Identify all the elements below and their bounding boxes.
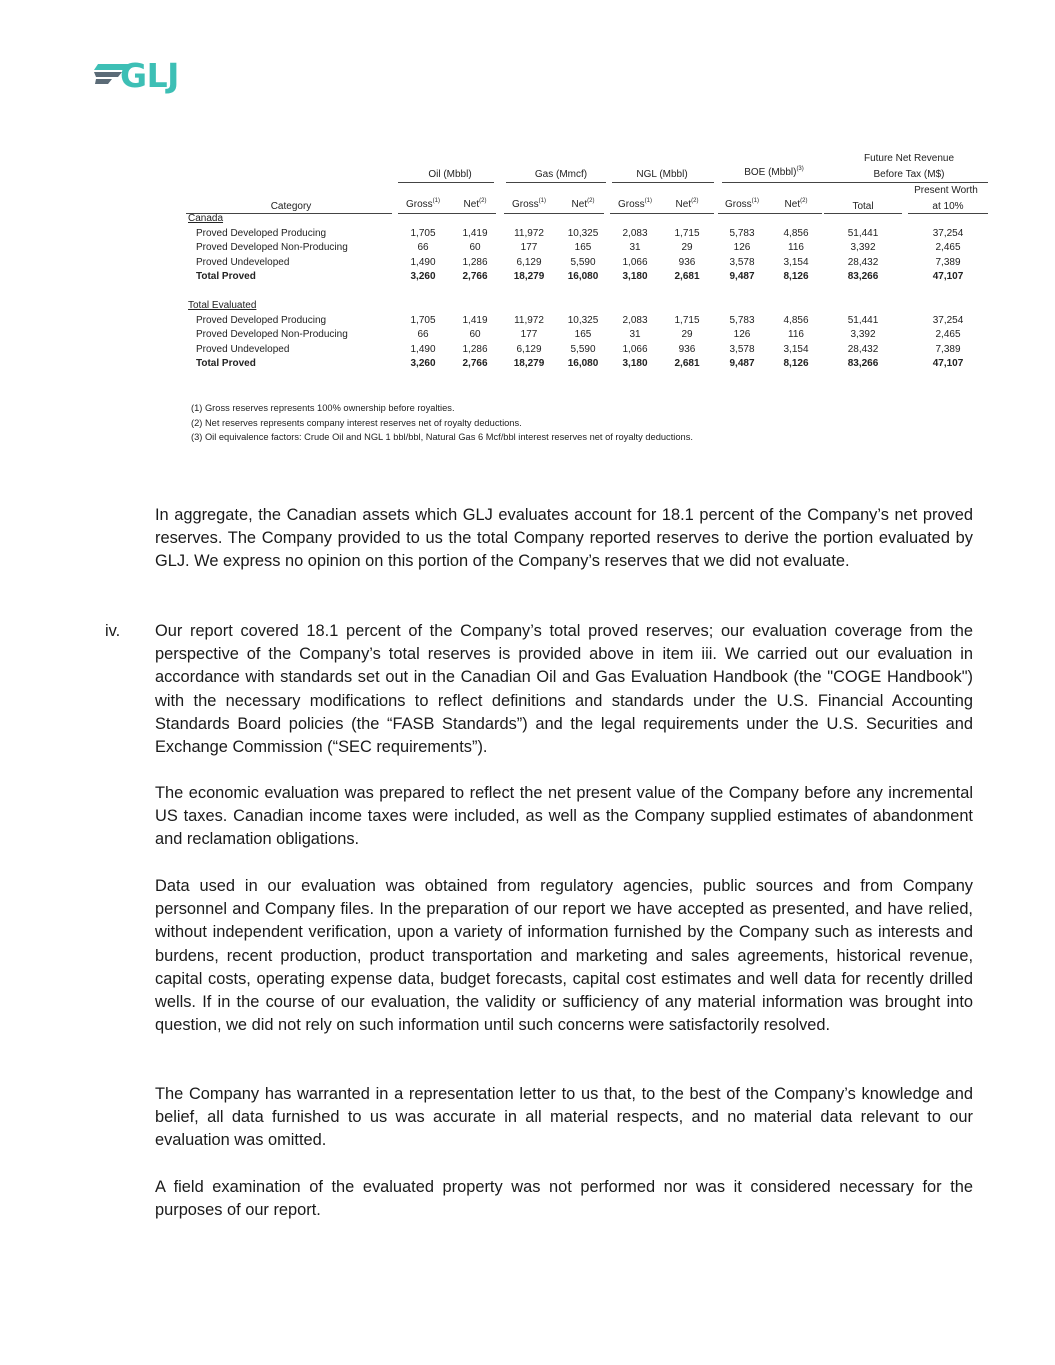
cell-gas-net: 16,080 — [567, 358, 599, 369]
cell-boe-gross: 3,578 — [729, 257, 755, 268]
cell-total: 28,432 — [847, 344, 879, 355]
paragraph-representation-letter: The Company has warranted in a representation letter to us that, to the best of the Company’s knowledge and belief, all data furnished to us was accurate in all material respects, and no material data relevant to our evaluation was omitted. — [155, 1085, 973, 1150]
cell-boe-gross: 126 — [733, 329, 751, 340]
section-title-canada: Canada — [188, 213, 224, 224]
rule-oil-cols — [398, 213, 496, 214]
col-gas-net: Net$^{(2)}$ — [571, 198, 595, 210]
rule-boe-cols — [718, 213, 822, 214]
group-ngl: NGL (Mbbl) — [636, 169, 688, 180]
cell-oil-net: 1,286 — [462, 257, 488, 268]
glj-logo — [92, 56, 182, 106]
cell-total: 83,266 — [847, 271, 879, 282]
group-boe: BOE (Mbbl)$^{(3)}$ — [744, 166, 804, 178]
cell-boe-net: 116 — [788, 329, 804, 340]
cell-ngl-net: 1,715 — [674, 228, 700, 239]
table-row — [186, 257, 988, 271]
col-oil-net: Net$^{(2)}$ — [463, 198, 487, 210]
section-title-total-evaluated: Total Evaluated — [188, 300, 257, 311]
cell-gas-net: 165 — [574, 329, 592, 340]
cell-boe-gross: 9,487 — [729, 271, 755, 282]
cell-gas-net: 10,325 — [567, 228, 599, 239]
cell-gas-net: 5,590 — [570, 344, 596, 355]
cell-gas-gross: 6,129 — [516, 344, 542, 355]
cell-oil-gross: 1,705 — [410, 315, 436, 326]
cell-oil-gross: 1,490 — [410, 344, 436, 355]
rule-ngl — [612, 182, 714, 183]
cell-oil-gross: 1,490 — [410, 257, 436, 268]
row-label: Proved Undeveloped — [196, 344, 290, 355]
cell-oil-net: 2,766 — [462, 271, 488, 282]
cell-total: 51,441 — [847, 228, 879, 239]
cell-total: 83,266 — [847, 358, 879, 369]
present-worth-header: Present Worth — [914, 185, 978, 196]
cell-boe-gross: 126 — [733, 242, 751, 253]
cell-boe-gross: 3,578 — [729, 344, 755, 355]
cell-at10: 47,107 — [932, 358, 964, 369]
paragraph-data-used: Data used in our evaluation was obtained from regulatory agencies, public sources and from Company personnel and Company files. In the preparation of our report we have accepted as presented, and have relied, without independent verification, upon a variety of information furnished by the Company such as interests and burdens, recent production, product transportation and marketing and sales agreements, historical revenue, capital costs, operating expense data, budget forecasts, capital cost estimates and well data for recently drilled wells. If in the course of our evaluation, the validity or sufficiency of any material information was brought into question, we did not rely on such information until such concerns were satisfactorily resolved. — [155, 877, 973, 1035]
cell-ngl-net: 29 — [681, 329, 693, 340]
cell-ngl-net: 936 — [678, 257, 696, 268]
rule-total-col — [824, 213, 902, 214]
rule-boe — [722, 182, 826, 183]
cell-boe-net: 8,126 — [783, 358, 809, 369]
cell-boe-net: 116 — [788, 242, 804, 253]
cell-ngl-gross: 1,066 — [622, 257, 648, 268]
paragraph-aggregate: In aggregate, the Canadian assets which GLJ evaluates account for 18.1 percent of the Company’s net proved reserves. The Company provided to us the total Company reported reserves to derive the portion evaluated by GLJ. We express no opinion on this portion of the Company’s reserves that we did not evaluate. — [155, 506, 973, 571]
cell-ngl-net: 2,681 — [674, 271, 700, 282]
cell-gas-gross: 18,279 — [513, 271, 545, 282]
cell-at10: 7,389 — [935, 344, 961, 355]
paragraph-report-coverage: Our report covered 18.1 percent of the Company’s total proved reserves; our evaluation coverage from the perspective of the Company’s total reserves is provided above in item iii. We carried out our evaluation in accordance with standards set out in the Canadian Oil and Gas Evaluation Handbook (the "COGE Handbook") with the necessary modifications to reflect definitions and standards under the U.S. Financial Accounting Standards Board policies (the “FASB Standards”) and the legal requirements under the U.S. Securities and Exchange Commission (“SEC requirements”). — [155, 622, 973, 757]
cell-gas-net: 16,080 — [567, 271, 599, 282]
logo-text: GLJ — [120, 56, 179, 95]
col-boe-gross: Gross$^{(1)}$ — [724, 198, 759, 210]
future-net-revenue-header: Future Net Revenue — [863, 153, 955, 164]
cell-at10: 2,465 — [935, 242, 961, 253]
cell-gas-net: 10,325 — [567, 315, 599, 326]
col-at10: at 10% — [932, 201, 964, 212]
rule-gas-cols — [504, 213, 604, 214]
cell-ngl-gross: 2,083 — [622, 228, 648, 239]
col-boe-net: Net$^{(2)}$ — [784, 198, 808, 210]
cell-boe-gross: 5,783 — [729, 315, 755, 326]
table-row — [186, 242, 988, 256]
cell-gas-gross: 11,972 — [514, 315, 544, 326]
paragraph-field-examination: A field examination of the evaluated property was not performed nor was it considered necessary for the purposes of our report. — [155, 1178, 973, 1220]
cell-oil-net: 2,766 — [462, 358, 488, 369]
table-row-total — [186, 358, 988, 372]
col-gas-gross: Gross$^{(1)}$ — [511, 198, 546, 210]
cell-boe-gross: 5,783 — [729, 228, 755, 239]
list-marker-iv: iv. — [105, 622, 121, 640]
cell-boe-net: 4,856 — [783, 315, 809, 326]
cell-ngl-net: 29 — [681, 242, 693, 253]
footnote-1: (1) Gross reserves represents 100% ownership before royalties. — [191, 403, 455, 413]
cell-gas-net: 165 — [574, 242, 592, 253]
cell-oil-net: 60 — [469, 329, 481, 340]
cell-boe-net: 3,154 — [783, 344, 809, 355]
rule-gas — [506, 182, 606, 183]
table-row — [186, 329, 988, 343]
row-label: Proved Developed Non-Producing — [196, 329, 348, 340]
table-row — [186, 228, 988, 242]
row-label: Proved Developed Non-Producing — [196, 242, 348, 253]
cell-ngl-gross: 1,066 — [622, 344, 648, 355]
cell-ngl-gross: 3,180 — [622, 358, 648, 369]
cell-gas-gross: 177 — [520, 242, 538, 253]
group-oil: Oil (Mbbl) — [428, 169, 472, 180]
cell-at10: 47,107 — [932, 271, 964, 282]
cell-ngl-gross: 3,180 — [622, 271, 648, 282]
table-row — [186, 315, 988, 329]
col-total: Total — [852, 201, 874, 212]
col-category: Category — [270, 201, 312, 212]
cell-total: 28,432 — [847, 257, 879, 268]
cell-oil-gross: 3,260 — [410, 358, 436, 369]
cell-total: 51,441 — [847, 315, 879, 326]
cell-oil-net: 1,419 — [462, 315, 488, 326]
rule-fnr — [824, 182, 988, 183]
row-label: Total Proved — [196, 271, 256, 282]
cell-ngl-gross: 2,083 — [622, 315, 648, 326]
cell-boe-net: 3,154 — [783, 257, 809, 268]
row-label: Proved Developed Producing — [196, 315, 327, 326]
row-label: Proved Developed Producing — [196, 228, 327, 239]
cell-at10: 37,254 — [932, 315, 964, 326]
cell-oil-net: 1,419 — [462, 228, 488, 239]
cell-oil-gross: 3,260 — [410, 271, 436, 282]
cell-boe-gross: 9,487 — [729, 358, 755, 369]
cell-at10: 37,254 — [932, 228, 964, 239]
rule-at10-col — [908, 213, 988, 214]
future-net-revenue-subheader: Before Tax (M$) — [873, 169, 945, 180]
cell-ngl-net: 1,715 — [674, 315, 700, 326]
table-row-total — [186, 271, 988, 285]
cell-ngl-net: 2,681 — [674, 358, 700, 369]
col-ngl-net: Net$^{(2)}$ — [675, 198, 699, 210]
cell-ngl-gross: 31 — [629, 242, 641, 253]
cell-gas-gross: 18,279 — [513, 358, 545, 369]
col-oil-gross: Gross$^{(1)}$ — [405, 198, 440, 210]
cell-ngl-net: 936 — [678, 344, 696, 355]
cell-gas-net: 5,590 — [570, 257, 596, 268]
cell-boe-net: 4,856 — [783, 228, 809, 239]
cell-at10: 2,465 — [935, 329, 961, 340]
group-gas: Gas (Mmcf) — [534, 169, 588, 180]
cell-total: 3,392 — [850, 242, 876, 253]
cell-oil-gross: 1,705 — [410, 228, 436, 239]
footnote-3: (3) Oil equivalence factors: Crude Oil and NGL 1 bbl/bbl, Natural Gas 6 Mcf/bbl interest reserves net of royalty deductions. — [191, 432, 693, 442]
cell-at10: 7,389 — [935, 257, 961, 268]
cell-oil-gross: 66 — [417, 242, 429, 253]
cell-gas-gross: 6,129 — [516, 257, 542, 268]
table-row — [186, 344, 988, 358]
row-label: Proved Undeveloped — [196, 257, 290, 268]
cell-oil-net: 60 — [469, 242, 481, 253]
cell-total: 3,392 — [850, 329, 876, 340]
cell-oil-gross: 66 — [417, 329, 429, 340]
paragraph-economic-evaluation: The economic evaluation was prepared to reflect the net present value of the Company before any incremental US taxes. Canadian income taxes were included, as well as the Company supplied estimates of abandonment and reclamation obligations. — [155, 784, 973, 849]
row-label: Total Proved — [196, 358, 256, 369]
cell-oil-net: 1,286 — [462, 344, 488, 355]
cell-ngl-gross: 31 — [629, 329, 641, 340]
cell-boe-net: 8,126 — [783, 271, 809, 282]
footnote-2: (2) Net reserves represents company interest reserves net of royalty deductions. — [191, 418, 522, 428]
cell-gas-gross: 177 — [520, 329, 538, 340]
rule-ngl-cols — [610, 213, 714, 214]
col-ngl-gross: Gross$^{(1)}$ — [617, 198, 652, 210]
rule-oil — [398, 182, 494, 183]
cell-gas-gross: 11,972 — [514, 228, 544, 239]
